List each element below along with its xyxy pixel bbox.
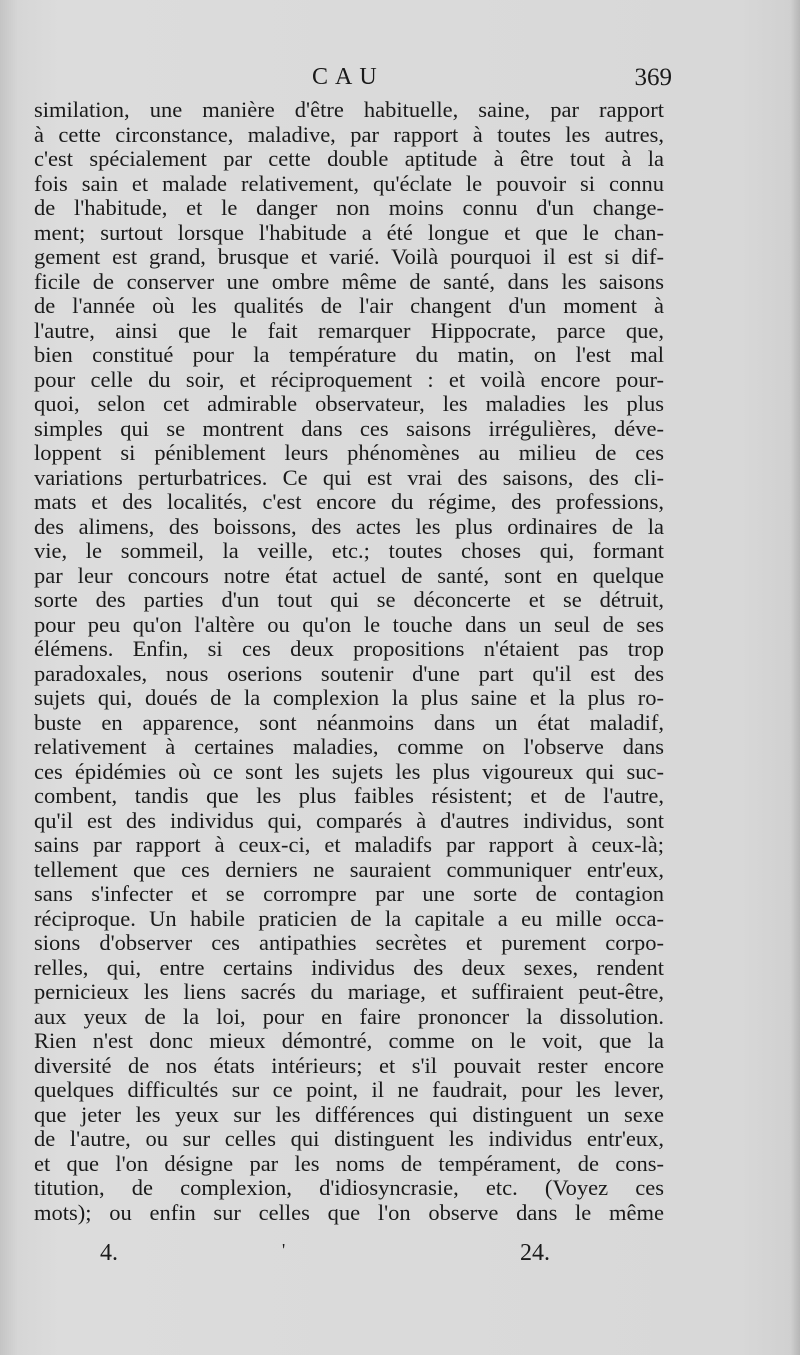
text-line: quelques difficultés sur ce point, il ne faudrait, pour les lever, bbox=[34, 1077, 664, 1102]
text-line: tellement que ces derniers ne sauraient communiquer entr'eux, bbox=[34, 856, 664, 882]
text-line: l'autre, ainsi que le fait remarquer Hippocrate, parce que, bbox=[34, 317, 664, 343]
text-line: et que l'on désigne par les noms de tempérament, de cons- bbox=[34, 1150, 664, 1176]
text-line: par leur concours notre état actuel de santé, sont en quelque bbox=[34, 562, 664, 588]
text-line: buste en apparence, sont néanmoins dans un état maladif, bbox=[34, 709, 664, 735]
text-line: loppent si péniblement leurs phénomènes au milieu de ces bbox=[34, 440, 664, 465]
text-line: à cette circonstance, maladive, par rapport à toutes les autres, bbox=[34, 121, 664, 147]
text-line: pour celle du soir, et réciproquement : et voilà encore pour- bbox=[34, 366, 664, 392]
text-line: variations perturbatrices. Ce qui est vrai des saisons, des cli- bbox=[34, 464, 664, 490]
text-line: pernicieux les liens sacrés du mariage, et suffiraient peut-être, bbox=[34, 979, 664, 1004]
text-line: élémens. Enfin, si ces deux propositions n'étaient pas trop bbox=[34, 636, 664, 661]
text-line: simples qui se montrent dans ces saisons irrégulières, déve- bbox=[34, 415, 664, 441]
text-line: combent, tandis que les plus faibles résistent; et de l'autre, bbox=[34, 783, 664, 808]
text-line: sions d'observer ces antipathies secrètes et purement corpo- bbox=[34, 930, 664, 955]
text-line: des alimens, des boissons, des actes les plus ordinaires de la bbox=[34, 513, 664, 539]
text-line: similation, une manière d'être habituelle, saine, par rapport bbox=[34, 97, 664, 122]
body-text bbox=[34, 98, 664, 1225]
text-line: sujets qui, doués de la complexion la plus saine et la plus ro- bbox=[34, 685, 664, 710]
text-line: quoi, selon cet admirable observateur, les maladies les plus bbox=[34, 391, 664, 416]
text-line: de l'habitude, et le danger non moins connu d'un change- bbox=[34, 195, 664, 220]
text-line: titution, de complexion, d'idiosyncrasie, etc. (Voyez ces bbox=[34, 1175, 664, 1200]
text-line: sans s'infecter et se corrompre par une sorte de contagion bbox=[34, 881, 664, 906]
text-line: fois sain et malade relativement, qu'éclate le pouvoir si connu bbox=[34, 170, 664, 196]
text-line: qu'il est des individus qui, comparés à d'autres individus, sont bbox=[34, 807, 664, 833]
text-line: diversité de nos états intérieurs; et s'il pouvait rester encore bbox=[34, 1052, 664, 1078]
text-line: aux yeux de la loi, pour en faire prononcer la dissolution. bbox=[34, 1003, 664, 1029]
text-line: ment; surtout lorsque l'habitude a été longue et que le chan- bbox=[34, 219, 664, 245]
folio-mark: ' bbox=[282, 1240, 286, 1260]
text-line: de l'année où les qualités de l'air changent d'un moment à bbox=[34, 293, 664, 318]
text-line: sains par rapport à ceux-ci, et maladifs par rapport à ceux-là; bbox=[34, 832, 664, 857]
page-number: 369 bbox=[634, 64, 672, 91]
text-line: mats et des localités, c'est encore du régime, des professions, bbox=[34, 489, 664, 514]
text-line: c'est spécialement par cette double aptitude à être tout à la bbox=[34, 146, 664, 171]
text-line: de l'autre, ou sur celles qui distinguent les individus entr'eux, bbox=[34, 1126, 664, 1151]
text-line: pour peu qu'on l'altère ou qu'on le touche dans un seul de ses bbox=[34, 611, 664, 637]
running-head: CAU bbox=[312, 64, 384, 90]
text-line: relles, qui, entre certains individus des deux sexes, rendent bbox=[34, 954, 664, 980]
text-line: sorte des parties d'un tout qui se déconcerte et se détruit, bbox=[34, 587, 664, 612]
text-line: bien constitué pour la température du matin, on l'est mal bbox=[34, 342, 664, 367]
text-line: ficile de conserver une ombre même de santé, dans les saisons bbox=[34, 268, 664, 294]
text-line: vie, le sommeil, la veille, etc.; toutes choses qui, formant bbox=[34, 538, 664, 563]
text-line: réciproque. Un habile praticien de la capitale a eu mille occa- bbox=[34, 905, 664, 931]
page-footer bbox=[0, 1240, 800, 1270]
page-header bbox=[0, 64, 800, 98]
signature-mark: 4. bbox=[100, 1240, 118, 1266]
page-edge-shadow bbox=[790, 0, 800, 1355]
text-line: Rien n'est donc mieux démontré, comme on le voit, que la bbox=[34, 1028, 664, 1053]
text-line: que jeter les yeux sur les différences qui distinguent un sexe bbox=[34, 1101, 664, 1127]
text-line: gement est grand, brusque et varié. Voilà pourquoi il est si dif- bbox=[34, 244, 664, 269]
catchword: 24. bbox=[520, 1240, 550, 1266]
text-line: mots); ou enfin sur celles que l'on observe dans le même bbox=[34, 1199, 664, 1225]
text-line: relativement à certaines maladies, comme on l'observe dans bbox=[34, 734, 664, 759]
text-line: ces épidémies où ce sont les sujets les plus vigoureux qui suc- bbox=[34, 758, 664, 784]
text-line: paradoxales, nous oserions soutenir d'une part qu'il est des bbox=[34, 660, 664, 686]
